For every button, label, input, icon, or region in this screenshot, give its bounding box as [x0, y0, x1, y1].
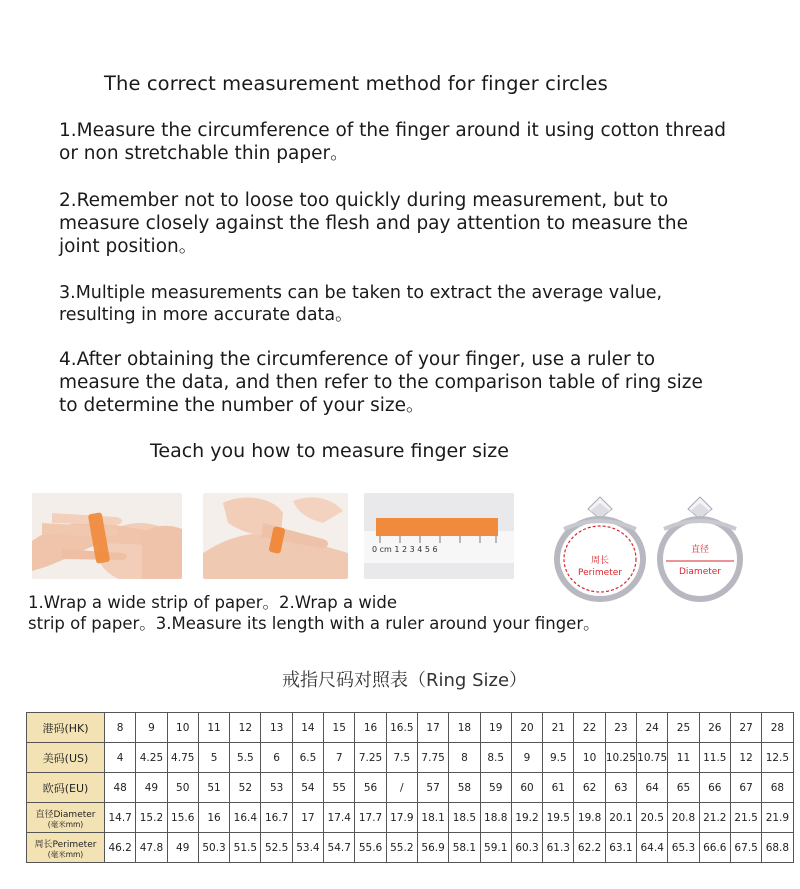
size-table-cell: 46.2: [105, 833, 136, 863]
size-table-cell: 18.1: [417, 803, 448, 833]
size-table-cell: 50: [167, 773, 198, 803]
size-table-cell: 10: [167, 713, 198, 743]
ruler-photo: [364, 493, 514, 579]
instruction-step-4: 4.After obtaining the circumference of your finger, use a ruler to measure the data, and then refer to the comparison table of ring size to determine the number of your size。: [59, 349, 703, 416]
size-table-cell: 51: [198, 773, 229, 803]
size-table-cell: 17.9: [386, 803, 417, 833]
size-table-cell: 66: [699, 773, 730, 803]
size-table-cell: 55.6: [355, 833, 386, 863]
size-table-cell: 11: [198, 713, 229, 743]
size-table-cell: 10: [574, 743, 605, 773]
size-table-cell: 20.1: [605, 803, 636, 833]
size-table-cell: 52.5: [261, 833, 292, 863]
size-table-cell: 54.7: [324, 833, 355, 863]
size-table-cell: 20.8: [668, 803, 699, 833]
size-table-cell: 28: [762, 713, 793, 743]
size-table-cell: 5: [198, 743, 229, 773]
size-table-cell: 67: [730, 773, 761, 803]
instruction-step-1: 1.Measure the circumference of the finger around it using cotton thread or non stretchable thin paper。: [59, 120, 727, 164]
size-table-cell: 18.8: [480, 803, 511, 833]
size-table-cell: 19.5: [543, 803, 574, 833]
size-table-cell: 61.3: [543, 833, 574, 863]
size-table-cell: 64.4: [637, 833, 668, 863]
size-table-row-unit: (毫米mm): [47, 819, 84, 829]
page-title: The correct measurement method for finger circles: [104, 72, 608, 95]
size-table-cell: 59: [480, 773, 511, 803]
size-table-cell: 64: [637, 773, 668, 803]
size-table-row-header: [27, 713, 105, 743]
size-table-cell: 7.25: [355, 743, 386, 773]
size-table-cell: 25: [668, 713, 699, 743]
size-table-cell: 58: [449, 773, 480, 803]
size-table-cell: 61: [543, 773, 574, 803]
instruction-step-2: 2.Remember not to loose too quickly during measurement, but to measure closely against the flesh and pay attention to measure the joint position。: [59, 190, 688, 257]
size-table-cell: 57: [417, 773, 448, 803]
size-table-cell: 16: [355, 713, 386, 743]
size-table-cell: 7: [324, 743, 355, 773]
size-table-cell: 22: [574, 713, 605, 743]
size-table-cell: 16.7: [261, 803, 292, 833]
size-table-cell: 21.9: [762, 803, 793, 833]
size-table-cell: 65: [668, 773, 699, 803]
size-table-cell: 15: [324, 713, 355, 743]
size-table-cell: 26: [699, 713, 730, 743]
size-table-cell: 19.2: [511, 803, 542, 833]
size-table-cell: 62.2: [574, 833, 605, 863]
size-table-cell: 53.4: [292, 833, 323, 863]
size-table-cell: 7.5: [386, 743, 417, 773]
ruler-scale-label: 0 cm 1 2 3 4 5 6: [372, 545, 438, 554]
size-table-cell: 18: [449, 713, 480, 743]
size-table-cell: 6: [261, 743, 292, 773]
hand-wrap-photo-2: [203, 493, 348, 579]
size-table-row: [27, 803, 794, 833]
size-table-cell: 15.6: [167, 803, 198, 833]
size-table-row: [27, 773, 794, 803]
size-table-cell: 55: [324, 773, 355, 803]
size-table-cell: 13: [261, 713, 292, 743]
size-table-cell: 66.6: [699, 833, 730, 863]
ring-perimeter-en: Perimeter: [578, 568, 622, 578]
size-table-cell: 63.1: [605, 833, 636, 863]
size-table-row-label: 欧码(EU): [42, 781, 89, 795]
size-table-cell: 12: [730, 743, 761, 773]
ring-perimeter-cn: 周长: [590, 556, 610, 566]
size-table-cell: 4.75: [167, 743, 198, 773]
size-table-cell: 4: [105, 743, 136, 773]
size-table-cell: 16: [198, 803, 229, 833]
size-table-cell: 20: [511, 713, 542, 743]
photo-caption: 1.Wrap a wide strip of paper。2.Wrap a wide strip of paper。3.Measure its length with a ruler around your finger。: [28, 593, 600, 633]
size-table-cell: 52: [230, 773, 261, 803]
size-table-cell: 53: [261, 773, 292, 803]
size-table-cell: 17: [292, 803, 323, 833]
size-table-cell: 19: [480, 713, 511, 743]
size-table-cell: 14.7: [105, 803, 136, 833]
size-table-cell: 51.5: [230, 833, 261, 863]
size-table-cell: 67.5: [730, 833, 761, 863]
size-table-cell: 54: [292, 773, 323, 803]
size-table-cell: 49: [136, 773, 167, 803]
ring-diameter-image: [654, 495, 746, 605]
size-table-cell: 27: [730, 713, 761, 743]
size-table-cell: 10.75: [637, 743, 668, 773]
size-table-cell: 48: [105, 773, 136, 803]
size-table-row-header: [27, 773, 105, 803]
size-table-cell: 10.25: [605, 743, 636, 773]
size-table-cell: 60: [511, 773, 542, 803]
size-table-cell: 4.25: [136, 743, 167, 773]
size-table-row: [27, 743, 794, 773]
size-table-cell: 5.5: [230, 743, 261, 773]
size-table-cell: 56: [355, 773, 386, 803]
size-table-cell: 63: [605, 773, 636, 803]
size-table-row-label: 港码(HK): [42, 721, 89, 735]
instruction-step-3: 3.Multiple measurements can be taken to extract the average value, resulting in more accurate data。: [59, 283, 663, 325]
size-table-cell: 16.4: [230, 803, 261, 833]
size-table-row-label: 直径Diameter: [35, 809, 96, 820]
size-table-row-header: [27, 833, 105, 863]
size-table-cell: 8.5: [480, 743, 511, 773]
size-table-cell: 21: [543, 713, 574, 743]
size-table-cell: 15.2: [136, 803, 167, 833]
size-table-cell: 60.3: [511, 833, 542, 863]
size-table-cell: 59.1: [480, 833, 511, 863]
section-subtitle: Teach you how to measure finger size: [150, 440, 509, 462]
ring-diameter-cn: 直径: [690, 545, 710, 555]
ring-size-table: [26, 712, 794, 863]
size-table-cell: 47.8: [136, 833, 167, 863]
size-table-cell: 17: [417, 713, 448, 743]
size-table-row-unit: (毫米mm): [47, 849, 84, 859]
size-table-cell: 12.5: [762, 743, 793, 773]
size-table-row-header: [27, 743, 105, 773]
size-table-cell: 65.3: [668, 833, 699, 863]
size-table-cell: 8: [449, 743, 480, 773]
ring-diameter-en: Diameter: [678, 567, 722, 577]
size-table-cell: 11.5: [699, 743, 730, 773]
size-table-cell: 9: [136, 713, 167, 743]
size-table-cell: 49: [167, 833, 198, 863]
size-table-cell: 20.5: [637, 803, 668, 833]
size-table-cell: 21.5: [730, 803, 761, 833]
size-table-cell: 50.3: [198, 833, 229, 863]
size-table-cell: 17.4: [324, 803, 355, 833]
size-table-cell: 55.2: [386, 833, 417, 863]
size-table-cell: 9.5: [543, 743, 574, 773]
size-table-row-label: 美码(US): [42, 751, 89, 765]
ring-perimeter-image: [552, 495, 648, 605]
size-table-cell: 7.75: [417, 743, 448, 773]
table-title: 戒指尺码对照表（Ring Size）: [282, 670, 528, 691]
size-table-cell: 62: [574, 773, 605, 803]
size-table-cell: 11: [668, 743, 699, 773]
size-table-cell: 68.8: [762, 833, 793, 863]
size-table-cell: 16.5: [386, 713, 417, 743]
size-table-cell: 6.5: [292, 743, 323, 773]
size-table-cell: 19.8: [574, 803, 605, 833]
size-table-row-label: 周长Perimeter: [34, 839, 97, 850]
size-table-cell: 58.1: [449, 833, 480, 863]
size-table-cell: 8: [105, 713, 136, 743]
size-table-cell: 56.9: [417, 833, 448, 863]
size-table-row-header: [27, 803, 105, 833]
size-table-row: [27, 713, 794, 743]
size-table-cell: 17.7: [355, 803, 386, 833]
size-table-cell: 23: [605, 713, 636, 743]
size-table-cell: 9: [511, 743, 542, 773]
size-table-cell: 14: [292, 713, 323, 743]
size-table-cell: 12: [230, 713, 261, 743]
hand-wrap-photo-1: [32, 493, 182, 579]
size-table-cell: 68: [762, 773, 793, 803]
size-table-cell: 21.2: [699, 803, 730, 833]
size-table-row: [27, 833, 794, 863]
size-table-cell: /: [386, 773, 417, 803]
size-table-cell: 18.5: [449, 803, 480, 833]
size-table-cell: 24: [637, 713, 668, 743]
